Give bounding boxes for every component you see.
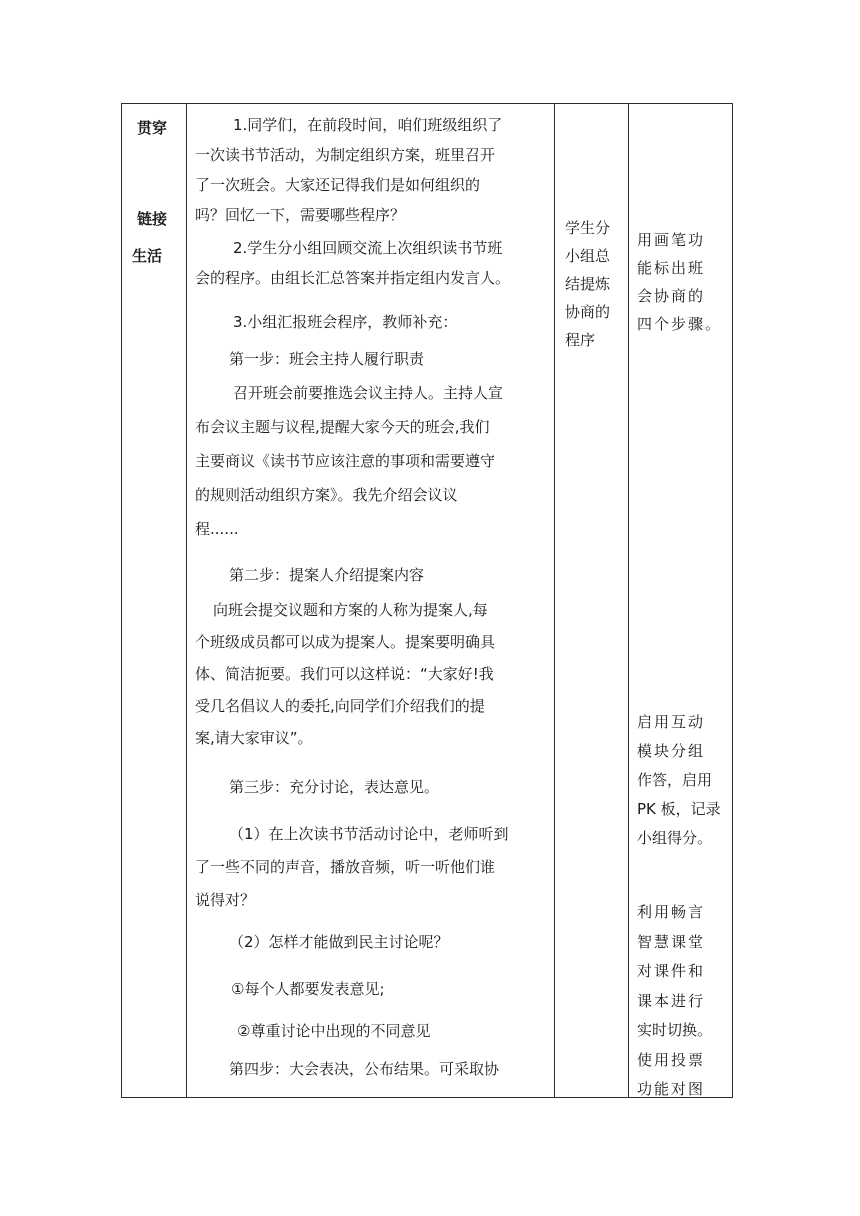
stage-word-3: 生活 <box>132 247 163 265</box>
text-line: 用画笔功 <box>637 231 706 249</box>
step-3-heading <box>195 772 555 802</box>
lesson-plan-table <box>121 103 733 1098</box>
text-line: 四个步骤。 <box>637 315 723 333</box>
text-line: 功能对图 <box>637 1080 706 1098</box>
student-activity-cell <box>555 104 629 1098</box>
student-activity-text <box>565 214 610 354</box>
text-line: 布会议主题与议程,提醒大家今天的班会,我们 <box>195 418 490 436</box>
text-line: 程...... <box>195 520 239 538</box>
stage-word-1: 贯穿 <box>137 119 168 137</box>
text-line: 对课件和 <box>637 962 706 980</box>
text-line: 模块分组 <box>637 742 706 760</box>
list-item <box>195 974 555 1004</box>
stage-word-2: 链接 <box>137 210 168 228</box>
text-line: 会的程序。由组长汇总答案并指定组内发言人。 <box>195 269 511 287</box>
text-line: 2.学生分小组回顾交流上次组织读书节班 <box>233 239 503 257</box>
text-line: 主要商议《读书节应该注意的事项和需要遵守 <box>195 452 496 470</box>
text-line: PK 板，记录 <box>637 800 721 818</box>
text-line: 第二步：提案人介绍提案内容 <box>229 566 425 584</box>
text-line: 召开班会前要推选会议主持人。主持人宣 <box>233 384 504 402</box>
text-line: 第一步：班会主持人履行职责 <box>229 350 425 368</box>
text-line: 体、简洁扼要。我们可以这样说：“大家好!我 <box>195 665 494 683</box>
paragraph-3 <box>195 307 555 337</box>
tech-note-1 <box>637 226 722 338</box>
text-line: 利用畅言 <box>637 903 706 921</box>
text-line: 第四步：大会表决，公布结果。可采取协 <box>229 1060 500 1078</box>
text-line: 一次读书节活动，为制定组织方案，班里召开 <box>195 146 496 164</box>
text-line: 能标出班 <box>637 259 706 277</box>
text-line: 个班级成员都可以成为提案人。提案要明确具 <box>195 633 496 651</box>
text-line: 3.小组汇报班会程序，教师补充： <box>233 313 458 331</box>
step-1-heading <box>195 344 555 374</box>
text-line: 课本进行 <box>637 991 706 1010</box>
text-line: 1.同学们，在前段时间，咱们班级组织了 <box>233 116 503 134</box>
text-line: 学生分 <box>565 219 611 237</box>
step-4-heading <box>195 1054 555 1084</box>
text-line: 使用投票 <box>637 1050 706 1069</box>
table-row <box>122 104 733 1098</box>
stage-cell <box>122 104 187 1098</box>
text-line: 向班会提交议题和方案的人称为提案人,每 <box>213 601 488 619</box>
text-line: 启用互动 <box>637 713 706 731</box>
teaching-process-cell <box>187 104 555 1098</box>
tech-use-cell <box>629 104 733 1098</box>
step-2-body <box>195 594 555 754</box>
paragraph-2 <box>195 233 555 293</box>
text-line: 小组总 <box>565 247 611 265</box>
text-line: 第三步：充分讨论，表达意见。 <box>229 778 440 796</box>
tech-note-2 <box>637 708 721 853</box>
text-line: 作答，启用 <box>637 771 713 789</box>
text-line: 程序 <box>565 331 596 349</box>
list-item <box>195 1016 555 1046</box>
text-line: 实时切换。 <box>637 1021 713 1039</box>
text-line: 了一次班会。大家还记得我们是如何组织的 <box>195 176 481 194</box>
text-line: 了一些不同的声音，播放音频，听一听他们谁 <box>195 858 496 876</box>
text-line: 受几名倡议人的委托,向同学们介绍我们的提 <box>195 697 485 715</box>
step-1-body <box>195 376 555 546</box>
text-line: 协商的 <box>565 303 611 321</box>
text-line: （2）怎样才能做到民主讨论呢？ <box>229 933 449 951</box>
text-line: 小组得分。 <box>637 829 713 847</box>
step-3-question-1 <box>195 818 555 917</box>
tech-note-3 <box>637 898 712 1105</box>
text-line: 说得对？ <box>195 891 256 909</box>
text-line: 的规则活动组织方案》。我先介绍会议议 <box>195 486 458 504</box>
text-line: （1）在上次读书节活动讨论中，老师听到 <box>229 825 509 843</box>
text-line: 智慧课堂 <box>637 932 706 951</box>
step-2-heading <box>195 560 555 590</box>
text-line: 结提炼 <box>565 275 611 293</box>
text-line: 会协商的 <box>637 287 706 305</box>
step-3-question-2 <box>195 927 555 957</box>
paragraph-1 <box>195 110 555 230</box>
text-line: 案,请大家审议”。 <box>195 729 313 747</box>
text-line: ①每个人都要发表意见; <box>231 980 385 998</box>
text-line: 吗？回忆一下，需要哪些程序？ <box>195 206 406 224</box>
text-line: ②尊重讨论中出现的不同意见 <box>237 1022 431 1040</box>
